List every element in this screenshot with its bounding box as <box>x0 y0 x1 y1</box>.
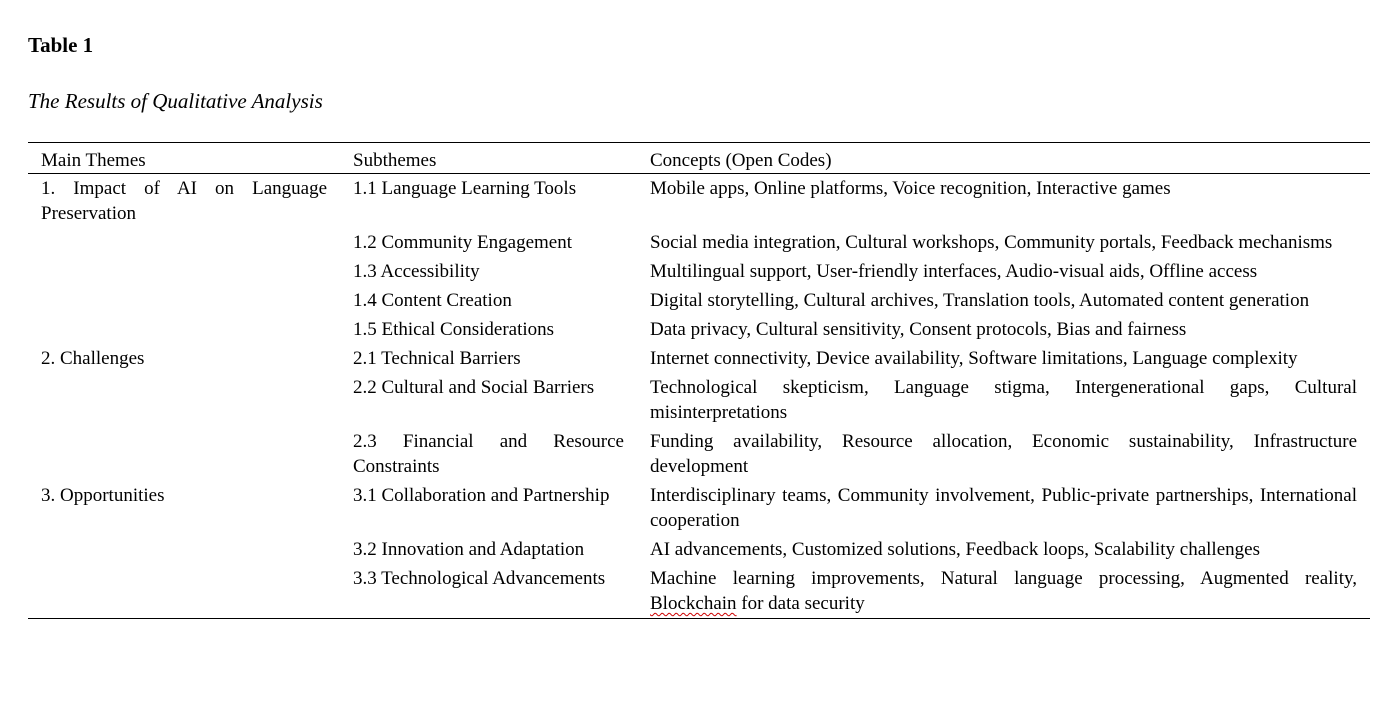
main-theme-cell: 3. Opportunities <box>41 485 165 506</box>
main-theme-cell-empty <box>28 315 340 344</box>
subtheme-cell: 1.5 Ethical Considerations <box>353 319 555 340</box>
main-theme-cell-empty <box>28 228 340 257</box>
main-theme-cell-empty <box>28 535 340 564</box>
table-row <box>28 286 1370 315</box>
table-row <box>28 535 1370 564</box>
subtheme-cell: 2.2 Cultural and Social Barriers <box>353 377 595 398</box>
concepts-cell: Mobile apps, Online platforms, Voice recognition, Interactive games <box>650 178 1171 199</box>
table-row <box>28 257 1370 286</box>
subtheme-cell: 1.3 Accessibility <box>353 261 480 282</box>
subtheme-cell: 3.3 Technological Advancements <box>353 568 606 589</box>
spellcheck-flagged-word: Blockchain <box>650 593 737 614</box>
table-row <box>28 315 1370 344</box>
concepts-cell: Digital storytelling, Cultural archives, Translation tools, Automated content generation <box>650 290 1310 311</box>
concepts-cell: Multilingual support, User-friendly interfaces, Audio-visual aids, Offline access <box>650 261 1258 282</box>
main-theme-cell-empty <box>28 373 340 427</box>
subtheme-cell: 1.4 Content Creation <box>353 290 512 311</box>
header-main-themes: Main Themes <box>41 150 146 171</box>
concepts-text-prefix: Machine learning improvements, Natural language processing, Augmented reality, <box>650 568 1357 589</box>
table-row <box>28 174 1370 229</box>
concepts-cell: Social media integration, Cultural workshops, Community portals, Feedback mechanisms <box>650 232 1333 253</box>
concepts-cell: Interdisciplinary teams, Community involvement, Public-private partnerships, International cooperation <box>650 485 1357 531</box>
table-row <box>28 564 1370 619</box>
subtheme-cell: 2.1 Technical Barriers <box>353 348 521 369</box>
subtheme-cell: 2.3 Financial and Resource Constraints <box>353 431 624 477</box>
header-subthemes: Subthemes <box>353 150 437 171</box>
concepts-cell: Data privacy, Cultural sensitivity, Consent protocols, Bias and fairness <box>650 319 1187 340</box>
subtheme-cell: 1.2 Community Engagement <box>353 232 573 253</box>
subtheme-cell: 1.1 Language Learning Tools <box>353 178 577 199</box>
main-theme-cell-empty <box>28 257 340 286</box>
header-concepts: Concepts (Open Codes) <box>650 150 832 171</box>
table-number: Table 1 <box>28 33 94 57</box>
concepts-cell: Funding availability, Resource allocation, Economic sustainability, Infrastructure development <box>650 431 1357 477</box>
concepts-cell <box>637 564 1370 619</box>
main-theme-cell-empty <box>28 427 340 481</box>
main-theme-cell-empty <box>28 564 340 619</box>
table-header-row <box>28 143 1370 174</box>
concepts-text-suffix: for data security <box>736 593 865 614</box>
table-row <box>28 344 1370 373</box>
concepts-cell: Technological skepticism, Language stigma, Intergenerational gaps, Cultural misinterpretations <box>650 377 1357 423</box>
main-theme-cell: 2. Challenges <box>41 348 145 369</box>
concepts-cell: AI advancements, Customized solutions, Feedback loops, Scalability challenges <box>650 539 1260 560</box>
subtheme-cell: 3.2 Innovation and Adaptation <box>353 539 585 560</box>
subtheme-cell: 3.1 Collaboration and Partnership <box>353 485 610 506</box>
table-row <box>28 427 1370 481</box>
main-theme-cell-empty <box>28 286 340 315</box>
concepts-cell: Internet connectivity, Device availability, Software limitations, Language complexity <box>650 348 1298 369</box>
table-row <box>28 373 1370 427</box>
table-row <box>28 228 1370 257</box>
main-theme-cell: 1. Impact of AI on Language Preservation <box>41 178 327 224</box>
results-table <box>28 142 1370 619</box>
table-row <box>28 481 1370 535</box>
table-title: The Results of Qualitative Analysis <box>28 89 323 113</box>
